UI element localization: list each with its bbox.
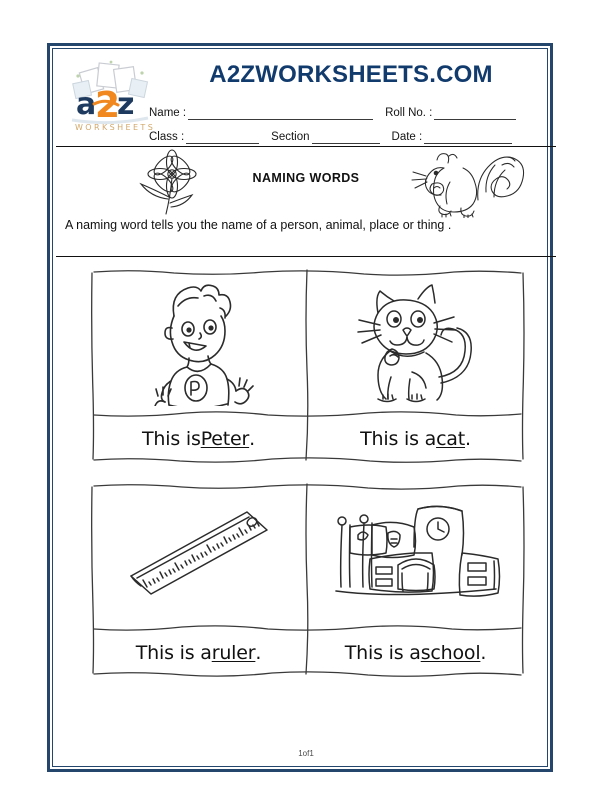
- sentence-suffix: .: [465, 428, 471, 450]
- card-row: [90, 267, 525, 463]
- sentence-suffix: .: [480, 642, 487, 664]
- card-row: [90, 481, 525, 677]
- a2z-logo[interactable]: [64, 60, 156, 138]
- worksheet-inner-border: [52, 48, 548, 767]
- sentence-keyword: school: [420, 642, 481, 664]
- page-number: 1of1: [298, 749, 314, 758]
- date-input[interactable]: [424, 130, 512, 144]
- exercise-area: [56, 259, 556, 759]
- worksheet-header: [56, 52, 556, 147]
- class-label: Class :: [149, 131, 185, 143]
- card-sentence: [307, 631, 524, 675]
- sentence-prefix: This is: [142, 428, 201, 450]
- section-input[interactable]: [312, 130, 380, 144]
- svg-text:z: z: [117, 87, 135, 122]
- card-sentence: [90, 631, 307, 675]
- sentence-suffix: .: [255, 642, 262, 664]
- class-input[interactable]: [186, 130, 259, 144]
- exercise-card[interactable]: [307, 481, 524, 677]
- cat-illustration: [307, 267, 524, 415]
- school-illustration: [307, 481, 524, 629]
- sentence-prefix: This is a: [344, 642, 421, 664]
- topic-strip: [56, 147, 556, 257]
- squirrel-icon: [406, 148, 526, 218]
- sentence-keyword: Peter: [200, 428, 250, 450]
- name-label: Name :: [149, 107, 187, 119]
- name-roll-row: [149, 96, 554, 120]
- ruler-illustration: [90, 481, 307, 629]
- sentence-suffix: .: [249, 428, 255, 450]
- exercise-card[interactable]: [90, 267, 307, 463]
- svg-text:2: 2: [95, 85, 121, 126]
- topic-title: NAMING WORDS: [252, 171, 360, 185]
- exercise-card[interactable]: [307, 267, 524, 463]
- roll-input[interactable]: [434, 106, 516, 120]
- brand-title: A2ZWORKSHEETS.COM: [209, 61, 493, 88]
- date-label: Date :: [391, 131, 423, 143]
- worksheet-frame: [47, 43, 553, 772]
- roll-label: Roll No. :: [385, 107, 433, 119]
- card-sentence: [90, 417, 307, 461]
- sentence-prefix: This is a: [360, 428, 437, 450]
- exercise-card[interactable]: [90, 481, 307, 677]
- boy-illustration: [90, 267, 307, 415]
- sentence-prefix: This is a: [135, 642, 212, 664]
- card-sentence: [307, 417, 524, 461]
- definition-text: A naming word tells you the name of a person, animal, place or thing .: [65, 218, 452, 232]
- student-info-fields: [149, 96, 554, 144]
- svg-text:WORKSHEETS: WORKSHEETS: [75, 123, 156, 132]
- class-section-date-row: [149, 120, 554, 144]
- svg-text:a: a: [76, 87, 97, 122]
- sentence-keyword: cat: [436, 428, 466, 450]
- sentence-keyword: ruler: [211, 642, 256, 664]
- name-input[interactable]: [188, 106, 373, 120]
- section-label: Section: [271, 131, 310, 143]
